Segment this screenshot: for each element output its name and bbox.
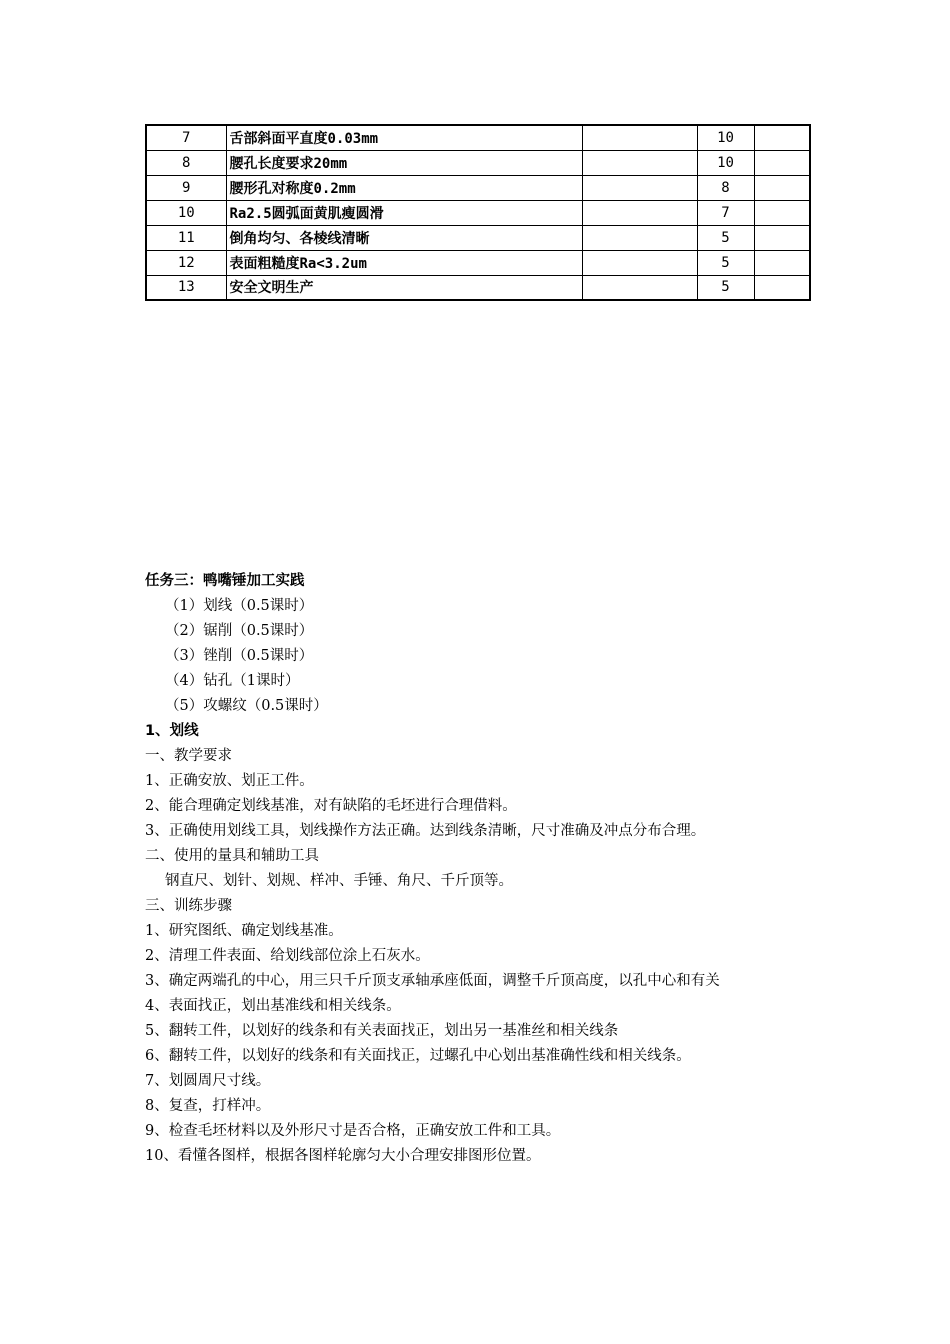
table-row (146, 200, 810, 225)
subtask-item: （3）锉削（0.5课时） (165, 648, 314, 664)
table-row (146, 225, 810, 250)
subtask-item: （5）攻螺纹（0.5课时） (165, 698, 328, 714)
row-score: 8 (697, 175, 754, 200)
step-item: 9、检查毛坯材料以及外形尺寸是否合格，正确安放工件和工具。 (145, 1123, 561, 1139)
row-blank-cell (582, 225, 697, 250)
requirement-item: 3、正确使用划线工具，划线操作方法正确。达到线条清晰，尺寸准确及冲点分布合理。 (145, 823, 706, 839)
row-blank-cell (754, 175, 810, 200)
requirement-item: 1、正确安放、划正工件。 (145, 773, 314, 789)
row-score: 7 (697, 200, 754, 225)
document-body (145, 569, 815, 1169)
step-item: 4、表面找正，划出基准线和相关线条。 (145, 998, 401, 1014)
scoring-table (145, 124, 811, 301)
row-item: 安全文明生产 (226, 275, 582, 300)
row-item: 腰形孔对称度0.2mm (226, 175, 582, 200)
subtask-item: （2）锯削（0.5课时） (165, 623, 314, 639)
table-row (146, 175, 810, 200)
step-item: 7、划圆周尺寸线。 (145, 1073, 271, 1089)
row-score: 10 (697, 125, 754, 150)
subtask-item: （1）划线（0.5课时） (165, 598, 314, 614)
step-item: 5、翻转工件，以划好的线条和有关表面找正，划出另一基准丝和相关线条 (145, 1023, 619, 1039)
subtask-item: （4）钻孔（1课时） (165, 673, 300, 689)
row-item: Ra2.5圆弧面黄肌瘦圆滑 (226, 200, 582, 225)
step-item: 2、清理工件表面、给划线部位涂上石灰水。 (145, 948, 430, 964)
table-row (146, 125, 810, 150)
row-blank-cell (754, 275, 810, 300)
row-score: 5 (697, 225, 754, 250)
row-number: 8 (146, 150, 226, 175)
tools-heading: 二、使用的量具和辅助工具 (145, 848, 319, 864)
row-item: 倒角均匀、各棱线清晰 (226, 225, 582, 250)
row-blank-cell (754, 150, 810, 175)
row-blank-cell (754, 225, 810, 250)
row-blank-cell (754, 125, 810, 150)
row-blank-cell (582, 275, 697, 300)
row-score: 10 (697, 150, 754, 175)
step-item: 3、确定两端孔的中心，用三只千斤顶支承轴承座低面，调整千斤顶高度，以孔中心和有关 (145, 973, 720, 989)
row-score: 5 (697, 275, 754, 300)
table-row (146, 250, 810, 275)
row-blank-cell (582, 250, 697, 275)
step-item: 8、复查，打样冲。 (145, 1098, 271, 1114)
row-number: 9 (146, 175, 226, 200)
row-item: 舌部斜面平直度0.03mm (226, 125, 582, 150)
row-item: 腰孔长度要求20mm (226, 150, 582, 175)
step-item: 6、翻转工件，以划好的线条和有关面找正，过螺孔中心划出基准确性线和相关线条。 (145, 1048, 691, 1064)
row-number: 11 (146, 225, 226, 250)
row-score: 5 (697, 250, 754, 275)
table-row (146, 275, 810, 300)
row-number: 12 (146, 250, 226, 275)
row-number: 7 (146, 125, 226, 150)
row-number: 10 (146, 200, 226, 225)
tools-list: 钢直尺、划针、划规、样冲、手锤、角尺、千斤顶等。 (165, 873, 513, 889)
table-row (146, 150, 810, 175)
row-blank-cell (582, 200, 697, 225)
task-title: 任务三：鸭嘴锤加工实践 (145, 573, 305, 589)
row-blank-cell (754, 200, 810, 225)
row-blank-cell (582, 175, 697, 200)
row-item: 表面粗糙度Ra<3.2um (226, 250, 582, 275)
steps-heading: 三、训练步骤 (145, 898, 232, 914)
requirement-item: 2、能合理确定划线基准，对有缺陷的毛坯进行合理借料。 (145, 798, 517, 814)
step-item: 1、研究图纸、确定划线基准。 (145, 923, 343, 939)
row-blank-cell (754, 250, 810, 275)
requirements-heading: 一、教学要求 (145, 748, 232, 764)
section-title: 1、划线 (145, 723, 199, 739)
row-blank-cell (582, 125, 697, 150)
row-blank-cell (582, 150, 697, 175)
step-item: 10、看懂各图样，根据各图样轮廓匀大小合理安排图形位置。 (145, 1148, 541, 1164)
row-number: 13 (146, 275, 226, 300)
